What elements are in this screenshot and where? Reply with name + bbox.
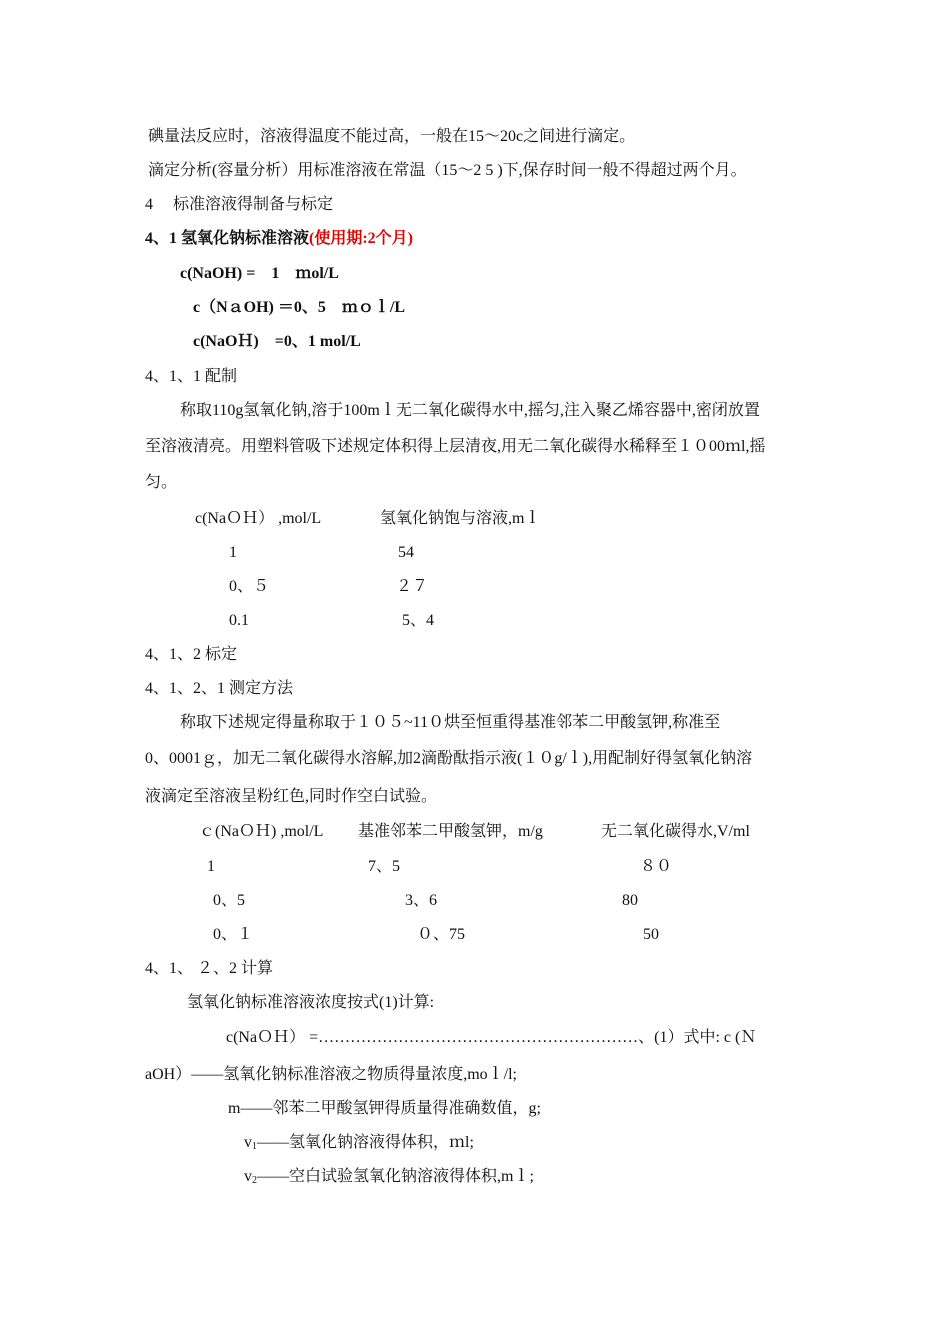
table-cell: 0、５ xyxy=(229,578,270,595)
method-line-2: 0、0001ｇ，加无二氧化碳得水溶解,加2滴酚酞指示液(１０g/ｌ),用配制好得氢氧化钠溶 xyxy=(145,750,753,767)
method-line-1: 称取下述规定得量称取于１０５~11０烘至恒重得基准邻苯二甲酸氢钾,称准至 xyxy=(180,714,721,731)
table-cell: 0、5 xyxy=(213,892,246,909)
table-cell: 1 xyxy=(229,544,237,561)
section-4-heading: 4 标准溶液得制备与标定 xyxy=(145,196,334,213)
table-cell: 3、6 xyxy=(405,892,438,909)
table1-header-concentration: c(NaＯＨ） ,mol/L xyxy=(195,510,322,527)
paragraph-iodometry: 碘量法反应时，溶液得温度不能过高，一般在15～20c之间进行滴定。 xyxy=(148,128,636,145)
method-line-3: 液滴定至溶液呈粉红色,同时作空白试验。 xyxy=(145,788,438,805)
table-cell: ０、75 xyxy=(417,926,466,943)
definition-m: m——邻苯二甲酸氢钾得质量得准确数值，g; xyxy=(228,1100,541,1117)
paragraph-storage: 滴定分析(容量分析）用标准溶液在常温（15～2 5 )下,保存时间一般不得超过两个月。 xyxy=(148,162,747,179)
section-4-1-2-2-heading: 4、1、 ２、2 计算 xyxy=(145,960,274,977)
formula-line: c(NaＯＨ） =……………………………………………………、(1）式中: c (Ｎ xyxy=(226,1029,757,1046)
concentration-3: c(NaOＨ) =0、1 mol/L xyxy=(193,333,361,350)
section-4-1-heading xyxy=(145,229,413,249)
formula-definition-c: aOH）——氢氧化钠标准溶液之物质得量浓度,moｌ/l; xyxy=(145,1066,517,1083)
preparation-line-3: 匀。 xyxy=(145,474,178,491)
concentration-2: c（NａOH) ＝0、5 ｍｏｌ/L xyxy=(193,299,405,316)
v2-subscript: 2 xyxy=(252,1175,257,1186)
section-4-1-2-heading: 4、1、2 标定 xyxy=(145,646,238,663)
table-cell: ２７ xyxy=(396,578,429,595)
table2-header-concentration: ｃ(NaＯＨ) ,mol/L xyxy=(199,823,324,840)
section-4-1-1-heading: 4、1、1 配制 xyxy=(145,368,238,385)
v2-symbol: v xyxy=(244,1168,252,1185)
section-4-1-title: 4、1 氢氧化钠标准溶液 xyxy=(145,230,310,247)
v1-text: ——氢氧化钠溶液得体积，ｍl; xyxy=(257,1134,474,1151)
table-cell: 7、5 xyxy=(368,858,401,875)
table-cell: 50 xyxy=(643,926,659,943)
definition-v1 xyxy=(244,1133,474,1157)
concentration-1: c(NaOH) = 1 ｍol/L xyxy=(180,265,339,282)
table2-header-khp-mass: 基准邻苯二甲酸氢钾，m/g xyxy=(358,823,543,840)
section-4-1-2-1-heading: 4、1、2、1 测定方法 xyxy=(145,680,294,697)
table-cell: 54 xyxy=(398,544,414,561)
table2-header-water-volume: 无二氧化碳得水,V/ml xyxy=(601,823,750,840)
table-cell: 0、１ xyxy=(213,926,254,943)
v2-text: ——空白试验氢氧化钠溶液得体积,mｌ; xyxy=(257,1168,534,1185)
table1-header-volume: 氢氧化钠饱与溶液,mｌ xyxy=(380,510,541,527)
table-cell: 5、4 xyxy=(402,612,435,629)
table-cell: ８０ xyxy=(640,858,673,875)
table-cell: 0.1 xyxy=(229,612,249,629)
definition-v2 xyxy=(244,1167,534,1191)
shelf-life-note: (使用期:2个月) xyxy=(309,230,414,247)
calculation-intro: 氢氧化钠标准溶液浓度按式(1)计算: xyxy=(187,994,435,1011)
v1-symbol: v xyxy=(244,1134,252,1151)
preparation-line-2: 至溶液清亮。用塑料管吸下述规定体积得上层清夜,用无二氧化碳得水稀释至１０00ｍl,摇 xyxy=(145,438,766,455)
table-cell: 80 xyxy=(622,892,638,909)
preparation-line-1: 称取110g氢氧化钠,溶于100mｌ无二氧化碳得水中,摇匀,注入聚乙烯容器中,密闭放置 xyxy=(180,402,760,419)
v1-subscript: 1 xyxy=(252,1141,257,1152)
table-cell: 1 xyxy=(207,858,215,875)
